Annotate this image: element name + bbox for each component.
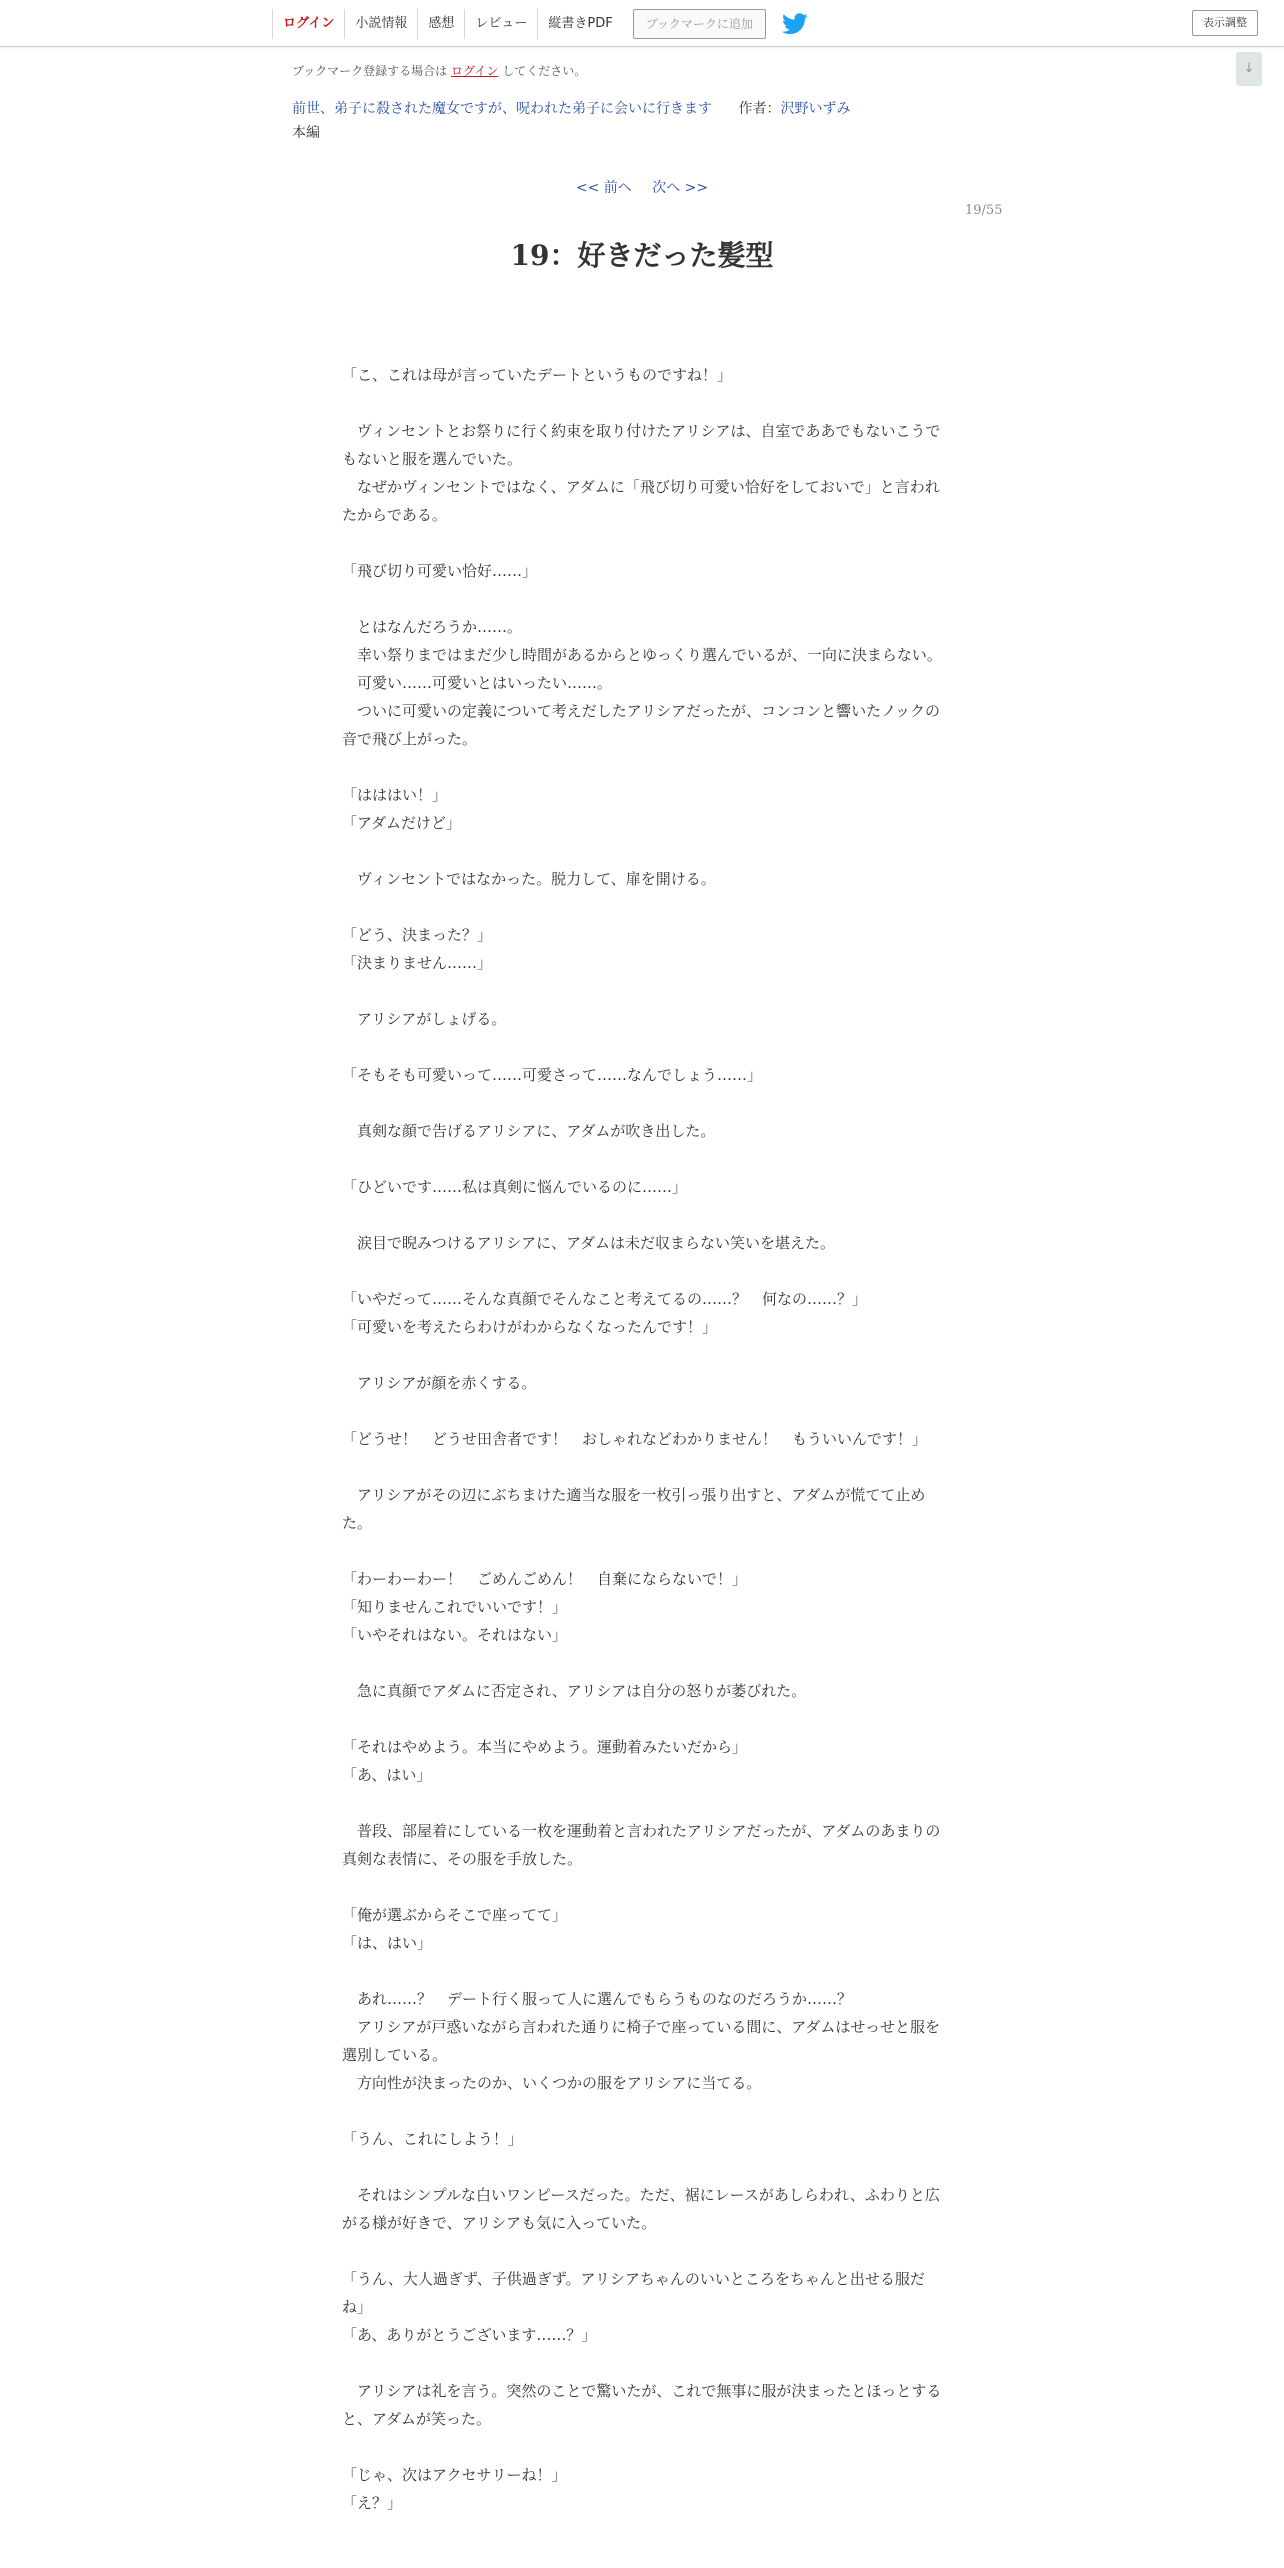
body-line: 普段、部屋着にしている一枚を運動着と言われたアリシアだったが、アダムのあまりの真剣な表情に、その服を手放した。 bbox=[342, 1822, 941, 1868]
blank-line bbox=[342, 1537, 942, 1565]
body-line: なぜかヴィンセントではなく、アダムに「飛び切り可愛い恰好をしておいで」と言われたからである。 bbox=[342, 478, 940, 524]
body-line: 「うん、大人過ぎず、子供過ぎず。アリシアちゃんのいいところをちゃんと出せる服だね」 bbox=[342, 2270, 925, 2316]
chapter-group-label: 本編 bbox=[292, 125, 320, 141]
body-line: 幸い祭りまではまだ少し時間があるからとゆっくり選んでいるが、一向に決まらない。 bbox=[342, 646, 942, 664]
blank-line bbox=[342, 1033, 942, 1061]
blank-line bbox=[342, 1145, 942, 1173]
body-line: 「アダムだけど」 bbox=[342, 814, 461, 832]
blank-line bbox=[342, 1789, 942, 1817]
blank-line bbox=[342, 977, 942, 1005]
body-line: アリシアは礼を言う。突然のことで驚いたが、これで無事に服が決まったとほっとすると、アダムが笑った。 bbox=[342, 2382, 942, 2428]
chapter-title: 19：好きだった髪型 bbox=[510, 239, 774, 272]
nav-login-link[interactable]: ログイン bbox=[272, 9, 344, 39]
body-line: アリシアがその辺にぶちまけた適当な服を一枚引っ張り出すと、アダムが慌てて止めた。 bbox=[342, 1486, 926, 1532]
body-line: 「ひどいです……私は真剣に悩んでいるのに……」 bbox=[342, 1178, 688, 1196]
author-link[interactable]: 沢野いずみ bbox=[780, 101, 851, 117]
blank-line bbox=[342, 1873, 942, 1901]
blank-line bbox=[342, 1957, 942, 1985]
nav-novel-info-link[interactable]: 小説情報 bbox=[344, 9, 417, 39]
body-line: 「じゃ、次はアクセサリーね！」 bbox=[342, 2466, 567, 2484]
body-line: 「どう、決まった？」 bbox=[342, 926, 493, 944]
body-line: アリシアが戸惑いながら言われた通りに椅子で座っている間に、アダムはせっせと服を選別している。 bbox=[342, 2018, 941, 2064]
body-line: それはシンプルな白いワンピースだった。ただ、裾にレースがあしらわれ、ふわりと広がる様が好きで、アリシアも気に入っていた。 bbox=[342, 2186, 940, 2232]
body-line: 方向性が決まったのか、いくつかの服をアリシアに当てる。 bbox=[342, 2074, 762, 2092]
body-line: 「あ、ありがとうございます……？」 bbox=[342, 2326, 597, 2344]
body-line: 「俺が選ぶからそこで座ってて」 bbox=[342, 1906, 568, 1924]
body-line: 「可愛いを考えたらわけがわからなくなったんです！」 bbox=[342, 1318, 718, 1336]
body-line: 「いやだって……そんな真顔でそんなこと考えてるの……？ 何なの……？」 bbox=[342, 1290, 868, 1308]
body-line: アリシアが顔を赤くする。 bbox=[342, 1374, 537, 1392]
body-line: 「それはやめよう。本当にやめよう。運動着みたいだから」 bbox=[342, 1738, 748, 1756]
login-notice-text-before: ブックマーク登録する場合は bbox=[292, 64, 448, 78]
blank-line bbox=[342, 1089, 942, 1117]
nav-menu bbox=[272, 8, 808, 40]
body-line: とはなんだろうか……。 bbox=[342, 618, 523, 636]
body-line: ついに可愛いの定義について考えだしたアリシアだったが、コンコンと響いたノックの音で飛び上がった。 bbox=[342, 702, 941, 748]
body-line: ヴィンセントではなかった。脱力して、扉を開ける。 bbox=[342, 870, 716, 888]
body-line: 「わーわーわー！ ごめんごめん！ 自棄にならないで！」 bbox=[342, 1570, 748, 1588]
blank-line bbox=[342, 1453, 942, 1481]
body-line: 「知りませんこれでいいです！」 bbox=[342, 1598, 568, 1616]
top-navbar bbox=[0, 0, 1284, 47]
blank-line bbox=[342, 837, 942, 865]
next-page-link[interactable]: 次へ >> bbox=[652, 180, 709, 196]
prev-page-link[interactable]: << 前へ bbox=[575, 180, 632, 196]
novel-meta bbox=[292, 98, 850, 118]
blank-line bbox=[342, 2153, 942, 2181]
page-counter: 19/55 bbox=[965, 203, 1003, 218]
body-line: 「うん、これにしよう！」 bbox=[342, 2130, 523, 2148]
nav-review-link[interactable]: レビュー bbox=[464, 9, 537, 39]
body-line: 「そもそも可愛いって……可愛さって……なんでしょう……」 bbox=[342, 1066, 763, 1084]
body-line: 「え？」 bbox=[342, 2494, 403, 2512]
twitter-icon[interactable] bbox=[782, 13, 808, 35]
blank-line bbox=[342, 1397, 942, 1425]
body-line: 「飛び切り可愛い恰好……」 bbox=[342, 562, 538, 580]
body-line: 「はははい！」 bbox=[342, 786, 448, 804]
body-line: アリシアがしょげる。 bbox=[342, 1010, 507, 1028]
body-line: 「あ、はい」 bbox=[342, 1766, 432, 1784]
blank-line bbox=[342, 1341, 942, 1369]
body-line: 急に真顔でアダムに否定され、アリシアは自分の怒りが萎びれた。 bbox=[342, 1682, 807, 1700]
body-line: あれ……？ デート行く服って人に選んでもらうものなのだろうか……？ bbox=[342, 1990, 853, 2008]
blank-line bbox=[342, 2097, 942, 2125]
novel-body bbox=[342, 361, 942, 2517]
author-label: 作者： bbox=[738, 101, 781, 117]
body-line: 「いやそれはない。それはない」 bbox=[342, 1626, 568, 1644]
bookmark-add-button[interactable]: ブックマークに追加 bbox=[633, 9, 766, 39]
body-line: 「どうせ！ どうせ田舎者です！ おしゃれなどわかりません！ もういいんです！」 bbox=[342, 1430, 928, 1448]
blank-line bbox=[342, 1257, 942, 1285]
blank-line bbox=[342, 1705, 942, 1733]
blank-line bbox=[342, 753, 942, 781]
novel-title-link[interactable]: 前世、弟子に殺された魔女ですが、呪われた弟子に会いに行きます bbox=[292, 101, 712, 117]
body-line: 可愛い……可愛いとはいったい……。 bbox=[342, 674, 613, 692]
blank-line bbox=[342, 529, 942, 557]
body-line: 涙目で睨みつけるアリシアに、アダムは未だ収まらない笑いを堪えた。 bbox=[342, 1234, 836, 1252]
blank-line bbox=[342, 1649, 942, 1677]
body-line: 「は、はい」 bbox=[342, 1934, 433, 1952]
body-line: ヴィンセントとお祭りに行く約束を取り付けたアリシアは、自室でああでもないこうでもないと服を選んでいた。 bbox=[342, 422, 941, 468]
login-notice-link[interactable]: ログイン bbox=[451, 64, 499, 78]
pager bbox=[0, 177, 1284, 197]
blank-line bbox=[342, 389, 942, 417]
body-line: 「決まりません……」 bbox=[342, 954, 493, 972]
blank-line bbox=[342, 585, 942, 613]
blank-line bbox=[342, 1201, 942, 1229]
display-settings-button[interactable]: 表示調整 bbox=[1192, 10, 1258, 36]
blank-line bbox=[342, 2237, 942, 2265]
body-line: 「こ、これは母が言っていたデートというものですね！」 bbox=[342, 366, 733, 384]
scroll-down-button[interactable]: ↓ bbox=[1236, 52, 1262, 86]
login-notice bbox=[292, 62, 586, 79]
nav-impressions-link[interactable]: 感想 bbox=[417, 9, 464, 39]
login-notice-text-after: してください。 bbox=[502, 64, 587, 78]
blank-line bbox=[342, 2349, 942, 2377]
blank-line bbox=[342, 2433, 942, 2461]
blank-line bbox=[342, 893, 942, 921]
nav-vertical-pdf-link[interactable]: 縦書きPDF bbox=[537, 9, 622, 39]
body-line: 真剣な顔で告げるアリシアに、アダムが吹き出した。 bbox=[342, 1122, 716, 1140]
